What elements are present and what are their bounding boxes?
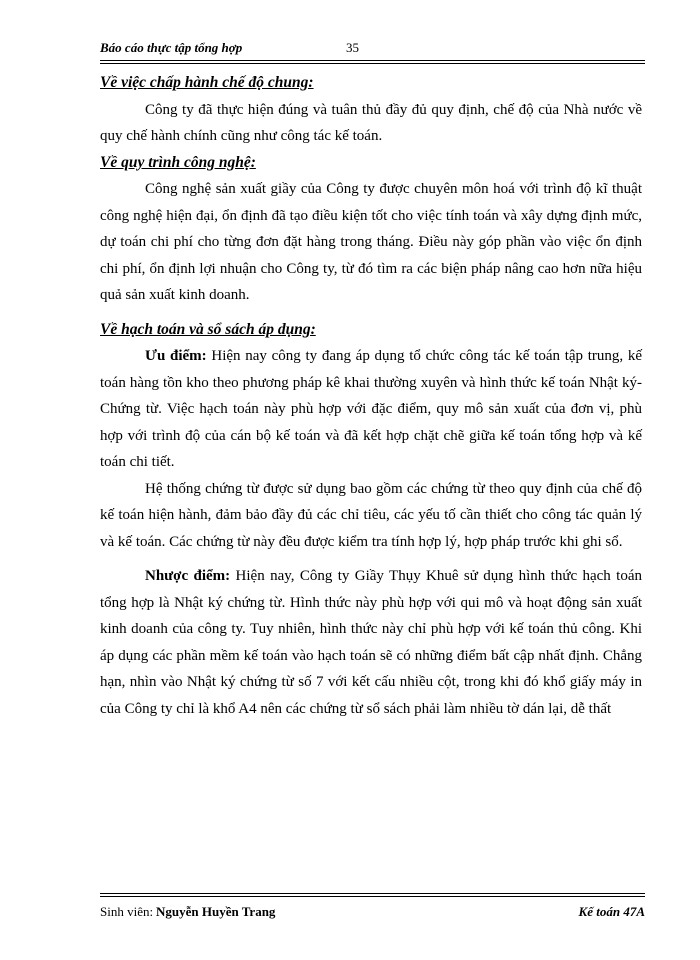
footer-rule-secondary xyxy=(100,896,645,897)
spacer xyxy=(100,309,642,317)
student-label: Sinh viên: xyxy=(100,904,154,919)
student-name: Nguyễn Huyền Trang xyxy=(156,904,276,919)
advantages-label: Ưu điểm: xyxy=(145,348,207,364)
paragraph-advantages xyxy=(100,343,642,476)
header-rule-secondary xyxy=(100,63,645,64)
heading-general-regime: Về việc chấp hành chế độ chung: xyxy=(100,74,314,91)
footer-rule xyxy=(100,893,645,894)
advantages-text: Hiện nay công ty đang áp dụng tổ chức công tác kế toán tập trung, kế toán hàng tồn kho theo phương pháp kê khai thường xuyên và hình thức kế toán Nhật ký- Chứng từ. Việc hạch toán này phù hợp với đặc điểm, quy mô sản xuất của đơn vị, phù hợp với trình độ của cán bộ kế toán và đã kết hợp chặt chẽ giữa kế toán tổng hợp và kế toán chi tiết. xyxy=(100,348,642,470)
page-header xyxy=(100,40,645,60)
page-body xyxy=(100,70,642,722)
class-name: Kế toán 47A xyxy=(578,904,645,919)
paragraph-voucher-system: Hệ thống chứng từ được sử dụng bao gồm các chứng từ theo quy định của chế độ kế toán hiện hành, đảm bảo đầy đủ các chỉ tiêu, các yếu tố cần thiết cho công tác quản lý và kế toán. Các chứng từ này đều được kiểm tra tính hợp lý, hợp pháp trước khi ghi sổ. xyxy=(100,480,642,550)
paragraph-general-regime: Công ty đã thực hiện đúng và tuân thủ đầy đủ quy định, chế độ của Nhà nước về quy chế hành chính cũng như công tác kế toán. xyxy=(100,101,642,144)
paragraph-technology-process: Công nghệ sản xuất giầy của Công ty được chuyên môn hoá với trình độ kĩ thuật công nghệ hiện đại, ổn định đã tạo điều kiện tốt cho việc tính toán và xây dựng định mức, dự toán chi phí cho từng đơn đặt hàng trong tháng. Điều này góp phần vào việc ổn định chi phí, ổn định lợi nhuận cho Công ty, từ đó tìm ra các biện pháp nâng cao hơn nữa hiệu quả sản xuất kinh doanh. xyxy=(100,181,642,303)
spacer xyxy=(100,555,642,563)
page-footer xyxy=(100,904,645,924)
heading-technology-process: Về quy trình công nghệ: xyxy=(100,153,256,171)
report-title: Báo cáo thực tập tổng hợp xyxy=(100,40,243,55)
heading-accounting-books: Về hạch toán và sổ sách áp dụng: xyxy=(100,320,316,338)
page-number: 35 xyxy=(346,40,359,55)
header-rule xyxy=(100,60,645,61)
paragraph-disadvantages xyxy=(100,563,642,722)
disadvantages-label: Nhược điểm: xyxy=(145,568,231,584)
disadvantages-text: Hiện nay, Công ty Giầy Thụy Khuê sử dụng hình thức hạch toán tổng hợp là Nhật ký chứng từ. Hình thức này phù hợp với qui mô và hoạt động sản xuất kinh doanh của công ty. Tuy nhiên, hình thức này chỉ phù hợp với kế toán thủ công. Khi áp dụng các phần mềm kế toán vào hạch toán sẽ có những điểm bất cập nhất định. Chẳng hạn, nhìn vào Nhật ký chứng từ số 7 với kết cấu nhiều cột, trong khi đó khổ giấy máy in của Công ty chỉ là khổ A4 nên các chứng từ sổ sách phải làm nhiều tờ dán lại, dễ thất xyxy=(100,568,642,717)
